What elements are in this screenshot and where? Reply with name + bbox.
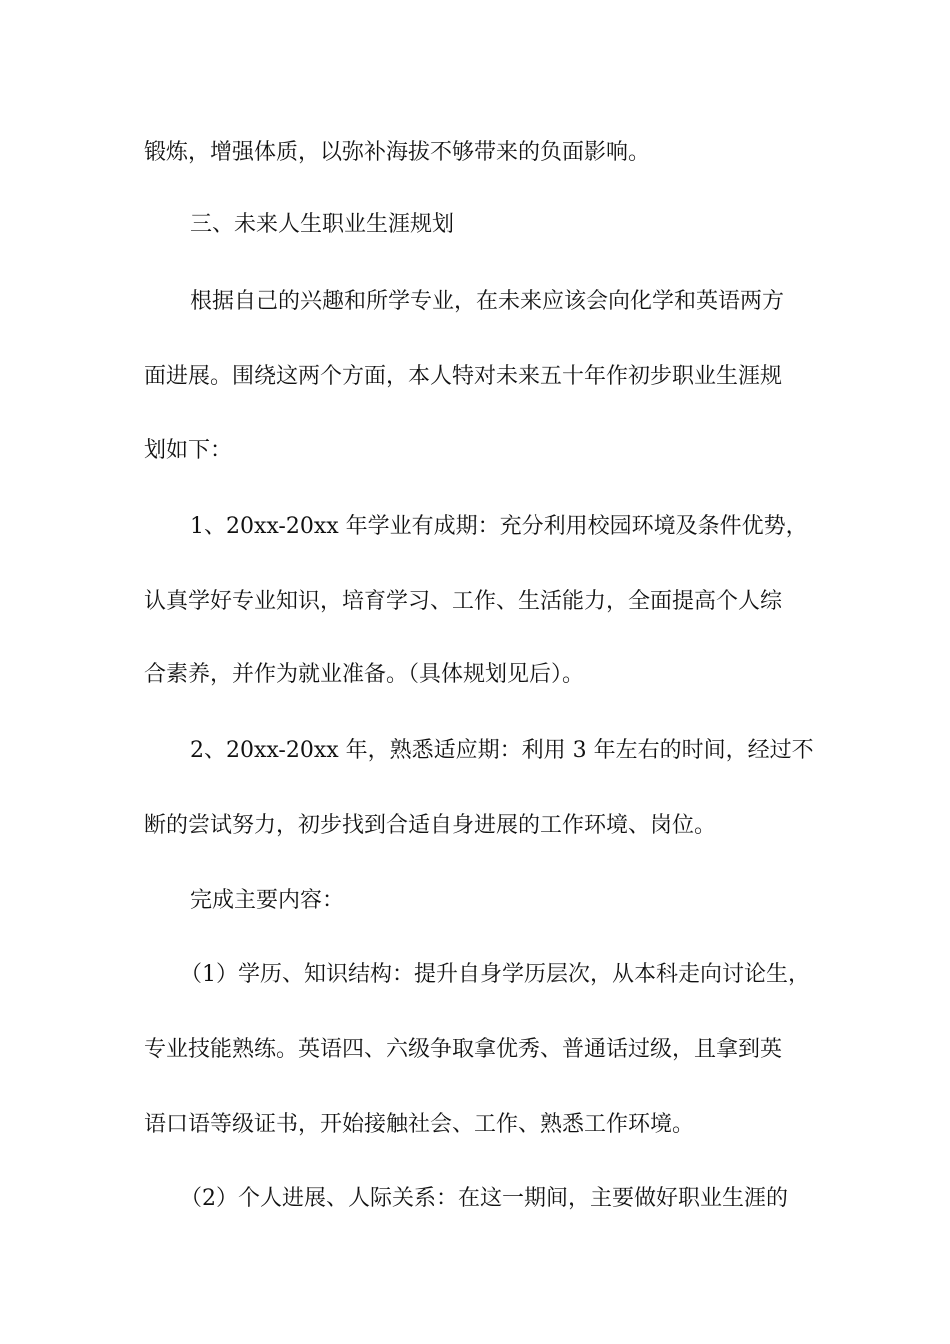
- paragraph-line: 断的尝试努力，初步找到合适自身进展的工作环境、岗位。: [144, 813, 717, 838]
- paragraph-line: 划如下：: [144, 438, 233, 463]
- subheading: 完成主要内容：: [190, 888, 345, 913]
- section-heading: 三、未来人生职业生涯规划: [190, 212, 455, 237]
- paragraph-line: 专业技能熟练。英语四、六级争取拿优秀、普通话过级，且拿到英: [144, 1037, 783, 1062]
- list-item: （2）个人进展、人际关系：在这一期间，主要做好职业生涯的: [180, 1186, 788, 1211]
- paragraph-line: 面进展。围绕这两个方面，本人特对未来五十年作初步职业生涯规: [144, 364, 783, 389]
- paragraph-line: 2、20xx-20xx 年，熟悉适应期：利用 3 年左右的时间，经过不: [190, 738, 814, 763]
- paragraph-line: 根据自己的兴趣和所学专业，在未来应该会向化学和英语两方: [190, 289, 785, 314]
- paragraph-line: 认真学好专业知识，培育学习、工作、生活能力，全面提高个人综: [144, 589, 783, 614]
- paragraph-line: 锻炼，增强体质，以弥补海拔不够带来的负面影响。: [144, 140, 651, 165]
- paragraph-line: 1、20xx-20xx 年学业有成期：充分利用校园环境及条件优势，: [190, 514, 808, 539]
- paragraph-line: 合素养，并作为就业准备。（具体规划见后）。: [144, 662, 585, 687]
- list-item: （1）学历、知识结构：提升自身学历层次，从本科走向讨论生，: [180, 962, 810, 987]
- paragraph-line: 语口语等级证书，开始接触社会、工作、熟悉工作环境。: [144, 1112, 695, 1137]
